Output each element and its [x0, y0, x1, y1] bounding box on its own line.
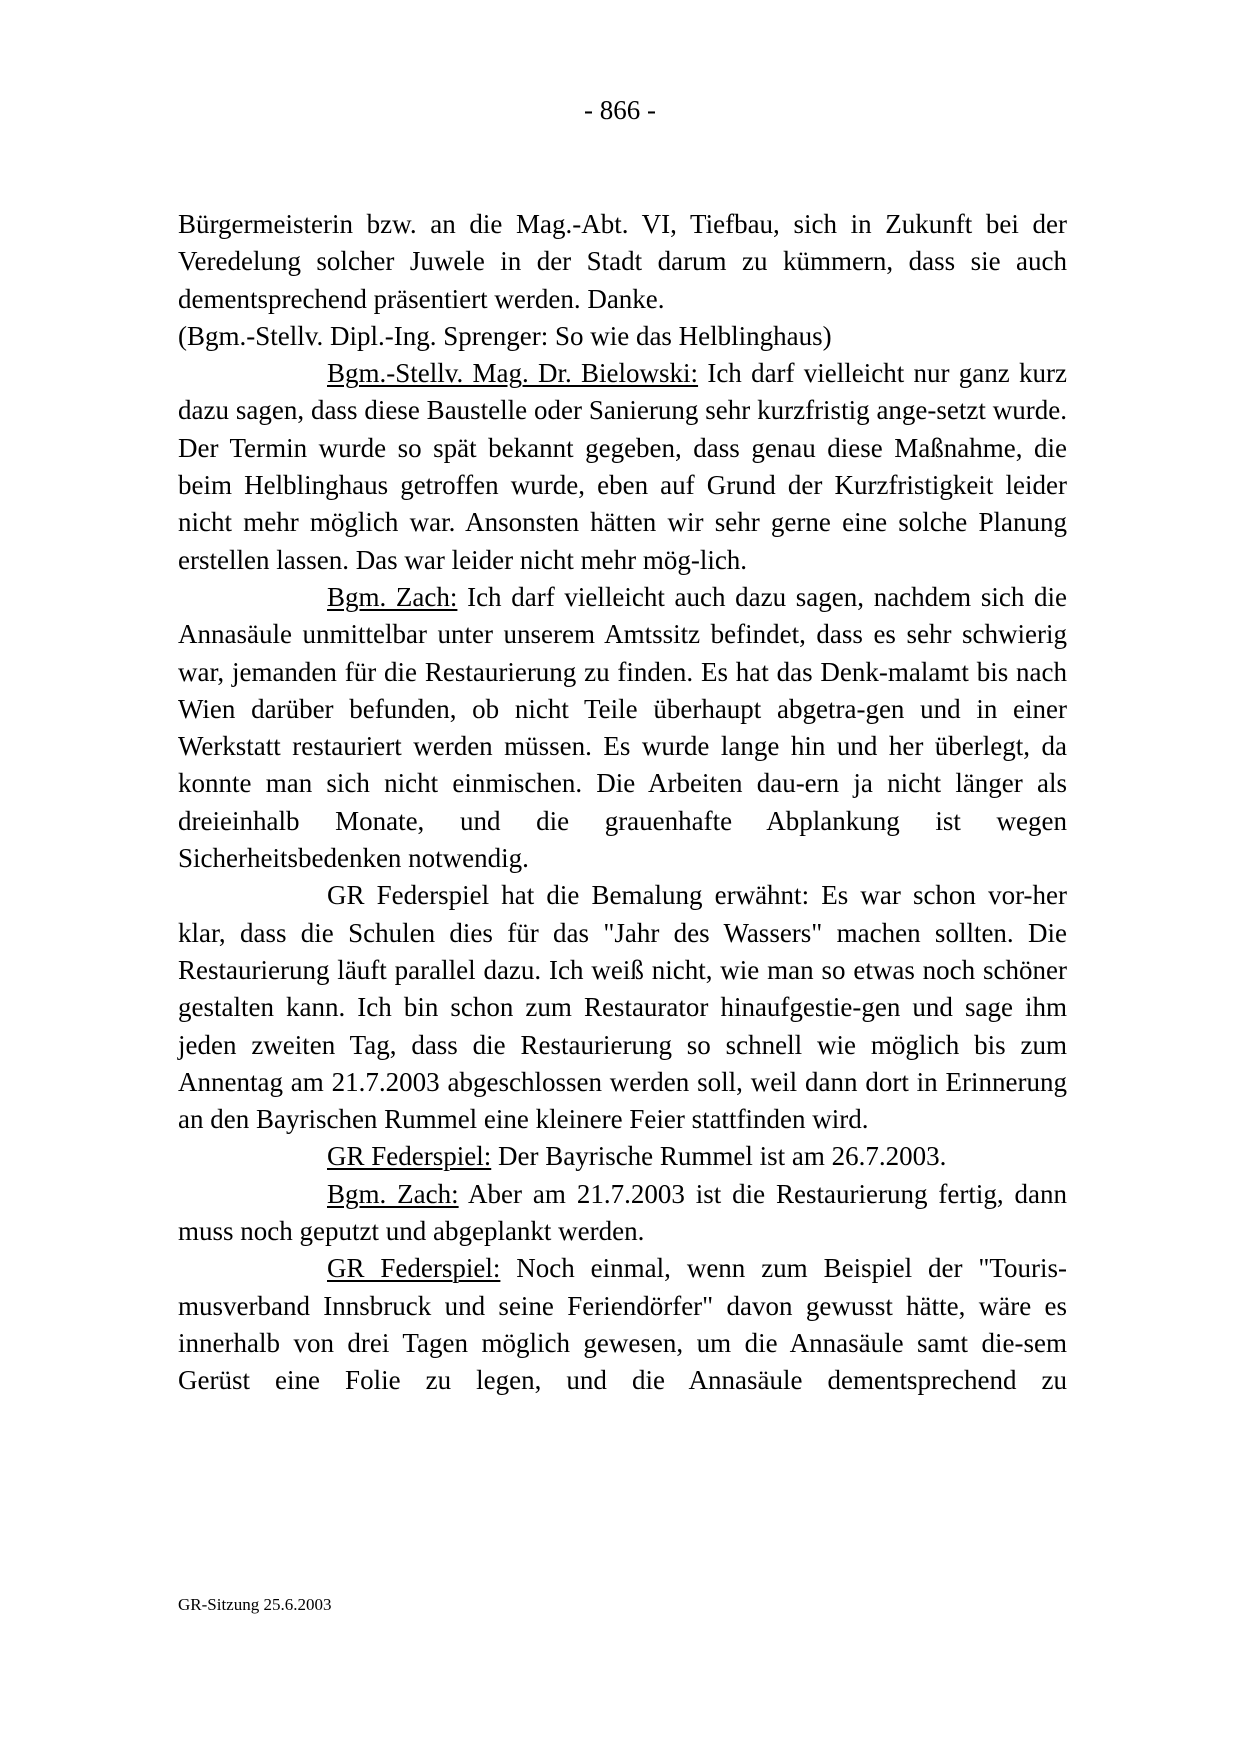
speaker-name: Bgm. Zach:	[327, 1178, 459, 1209]
speaker-name: Bgm.-Stellv. Mag. Dr. Bielowski:	[327, 358, 699, 389]
paragraph-federspiel-1	[178, 1138, 1067, 1175]
speaker-name: Bgm. Zach:	[327, 581, 458, 612]
paragraph-zach-1	[178, 579, 1067, 877]
page-number: - 866 -	[584, 95, 656, 125]
paragraph-text: Noch einmal, wenn zum Beispiel der "Touris-musverband Innsbruck und seine Feriendörfer" davon gewusst hätte, wäre es innerhalb von drei Tagen möglich gewesen, um die Annasäule samt die-sem Gerüst eine Folie zu legen, und die Annasäule dementsprechend zu	[178, 1253, 1067, 1396]
paragraph-text: Bürgermeisterin bzw. an die Mag.-Abt. VI, Tiefbau, sich in Zukunft bei der Veredelung solcher Juwele in der Stadt darum zu kümmern, dass sie auch dementsprechend präsentiert werden. Danke.	[178, 209, 1067, 314]
paragraph-federspiel-2	[178, 1250, 1067, 1399]
document-body	[178, 206, 1067, 1400]
paragraph-text: Der Bayrische Rummel ist am 26.7.2003.	[491, 1141, 947, 1172]
speaker-name: GR Federspiel:	[327, 1253, 501, 1284]
interjection-sprenger	[178, 318, 1067, 355]
paragraph-zach-3	[178, 1176, 1067, 1251]
paragraph-text: Aber am 21.7.2003 ist die Restaurierung fertig, dann muss noch geputzt und abgeplankt werden.	[178, 1178, 1067, 1247]
paragraph-bielowski	[178, 355, 1067, 579]
footer-session-date: GR-Sitzung 25.6.2003	[178, 1595, 332, 1614]
paragraph-continuation	[178, 206, 1067, 318]
paragraph-text: Ich darf vielleicht auch dazu sagen, nachdem sich die Annasäule unmittelbar unter unserem Amtssitz befindet, dass es sehr schwierig war, jemanden für die Restaurierung zu finden. Es hat das Denk-malamt bis nach Wien darüber befunden, ob nicht Teile überhaupt abgetra-gen und in einer Werkstatt restauriert werden müssen. Es wurde lange hin und her überlegt, da konnte man sich nicht einmischen. Die Arbeiten dau-ern ja nicht länger als dreieinhalb Monate, und die grauenhafte Abplankung ist wegen Sicherheitsbedenken notwendig.	[178, 581, 1067, 874]
paragraph-text: Ich darf vielleicht nur ganz kurz dazu sagen, dass diese Baustelle oder Sanierung sehr kurzfristig ange-setzt wurde. Der Termin wurde so spät bekannt gegeben, dass genau diese Maßnahme, die beim Helblinghaus getroffen wurde, eben auf Grund der Kurzfristigkeit leider nicht mehr möglich war. Ansonsten hätten wir sehr gerne eine solche Planung erstellen lassen. Das war leider nicht mehr mög-lich.	[178, 358, 1068, 575]
paragraph-zach-2	[178, 877, 1067, 1138]
paragraph-text: GR Federspiel hat die Bemalung erwähnt: Es war schon vor-her klar, dass die Schulen dies für das "Jahr des Wassers" machen sollten. Die Restaurierung läuft parallel dazu. Ich weiß nicht, wie man so etwas noch schöner gestalten kann. Ich bin schon zum Restaurator hinaufgestie-gen und sage ihm jeden zweiten Tag, dass die Restaurierung so schnell wie möglich bis zum Annentag am 21.7.2003 abgeschlossen werden soll, weil dann dort in Erinnerung an den Bayrischen Rummel eine kleinere Feier stattfinden wird.	[178, 880, 1067, 1135]
interjection-text: (Bgm.-Stellv. Dipl.-Ing. Sprenger: So wie das Helblinghaus)	[178, 320, 832, 351]
speaker-name: GR Federspiel:	[327, 1141, 492, 1172]
